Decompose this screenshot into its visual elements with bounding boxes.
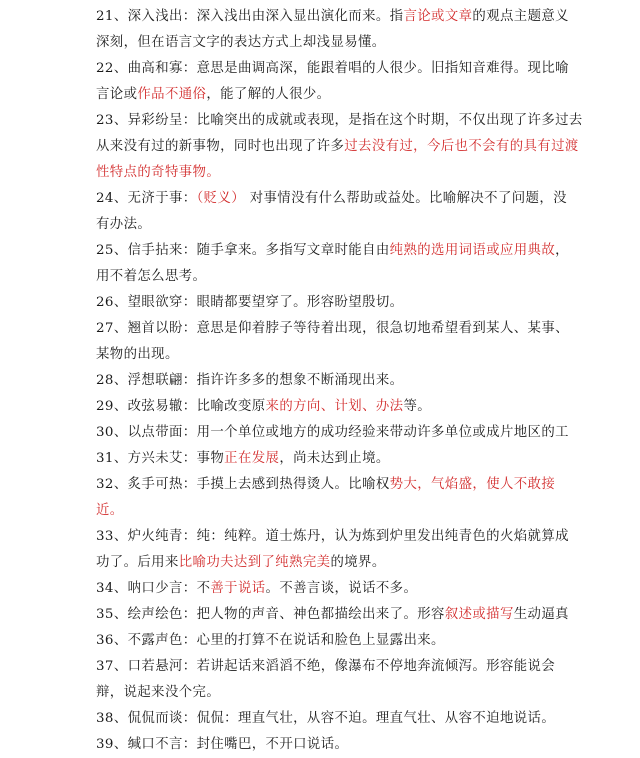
entry-text: 33、炉火纯青：纯：纯粹。道士炼丹，认为炼到炉里发出纯青色的火焰就算成 xyxy=(96,529,569,544)
idiom-entry-continuation xyxy=(96,680,632,706)
idiom-entry-line xyxy=(96,186,632,212)
idiom-entry-continuation xyxy=(96,160,632,186)
entry-text: 22、曲高和寡：意思是曲调高深，能跟着唱的人很少。旧指知音难得。现比喻 xyxy=(96,61,569,76)
entry-text: 38、侃侃而谈：侃侃：理直气壮，从容不迫。理直气壮、从容不迫地说话。 xyxy=(96,711,556,726)
highlighted-text: 作品不通俗 xyxy=(137,87,207,102)
idiom-entry-continuation xyxy=(96,134,632,160)
highlighted-text: 正在发展 xyxy=(224,451,280,466)
idiom-entry-continuation xyxy=(96,498,632,524)
idiom-entry-continuation xyxy=(96,82,632,108)
entry-text: 的境界。 xyxy=(330,555,386,570)
idiom-entry-line xyxy=(96,602,632,628)
highlighted-text: 势大，气焰盛，使人不敢接 xyxy=(389,477,556,492)
idiom-entry-line xyxy=(96,4,632,30)
highlighted-text: 善于说话 xyxy=(210,581,266,596)
entry-text: 27、翘首以盼：意思是仰着脖子等待着出现，很急切地希望看到某人、某事、 xyxy=(96,321,569,336)
entry-text: 26、望眼欲穿：眼睛都要望穿了。形容盼望殷切。 xyxy=(96,295,404,310)
idiom-entry-line xyxy=(96,368,632,394)
entry-text: 功了。后用来 xyxy=(96,555,179,570)
idiom-entry-continuation xyxy=(96,30,632,56)
entry-text: 35、绘声绘色：把人物的声音、神色都描绘出来了。形容 xyxy=(96,607,445,622)
entry-text: 言论或 xyxy=(96,87,138,102)
entry-text: 用不着怎么思考。 xyxy=(96,269,207,284)
idiom-entry-line xyxy=(96,524,632,550)
entry-text: 32、炙手可热：手摸上去感到热得烫人。比喻权 xyxy=(96,477,390,492)
entry-text: 。不善言谈，说话不多。 xyxy=(265,581,418,596)
entry-text: 36、不露声色：心里的打算不在说话和脸色上显露出来。 xyxy=(96,633,445,648)
idiom-entry-line xyxy=(96,732,632,758)
idiom-entry-continuation xyxy=(96,342,632,368)
idiom-entry-line xyxy=(96,238,632,264)
idiom-entry-line xyxy=(96,446,632,472)
entry-text: 等。 xyxy=(403,399,432,414)
entry-text: 21、深入浅出：深入浅出由深入显出演化而来。指 xyxy=(96,9,404,24)
entry-text: 29、改弦易辙：比喻改变原 xyxy=(96,399,266,414)
idiom-entry-line xyxy=(96,56,632,82)
idiom-entry-line xyxy=(96,628,632,654)
highlighted-text: 言论或文章 xyxy=(403,9,473,24)
entry-text: 28、浮想联翩：指许许多多的想象不断涌现出来。 xyxy=(96,373,404,388)
highlighted-text: 性特点的奇特事物。 xyxy=(96,165,221,180)
idiom-entry-line xyxy=(96,316,632,342)
entry-text: 某物的出现。 xyxy=(96,347,179,362)
idiom-entry-line xyxy=(96,394,632,420)
highlighted-text: 比喻功夫达到了纯熟完美 xyxy=(178,555,331,570)
entry-text: 生动逼真 xyxy=(513,607,569,622)
highlighted-text: 过去没有过，今后也不会有的具有过渡 xyxy=(344,139,579,154)
entry-text: 30、以点带面：用一个单位或地方的成功经验来带动许多单位或成片地区的工 xyxy=(96,425,569,440)
entry-text: 24、无济于事： xyxy=(96,191,197,206)
idiom-entry-line xyxy=(96,576,632,602)
idiom-entry-line xyxy=(96,706,632,732)
entry-text: 对事情没有什么帮助或益处。比喻解决不了问题，没 xyxy=(245,191,567,206)
entry-text: 37、口若悬河：若讲起话来滔滔不绝，像瀑布不停地奔流倾泻。形容能说会 xyxy=(96,659,556,674)
entry-text: 辩，说起来没个完。 xyxy=(96,685,221,700)
idiom-entry-line xyxy=(96,472,632,498)
entry-text: ，尚未达到止境。 xyxy=(279,451,390,466)
idiom-entry-continuation xyxy=(96,212,632,238)
highlighted-text: （贬义） xyxy=(196,191,246,206)
idiom-entry-line xyxy=(96,108,632,134)
entry-text: 39、缄口不言：封住嘴巴，不开口说话。 xyxy=(96,737,349,752)
highlighted-text: 纯熟的选用词语或应用典故 xyxy=(389,243,556,258)
entry-text: 25、信手拈来：随手拿来。多指写文章时能自由 xyxy=(96,243,390,258)
idiom-entry-continuation xyxy=(96,264,632,290)
idiom-entry-line xyxy=(96,654,632,680)
highlighted-text: 叙述或描写 xyxy=(444,607,514,622)
idiom-entry-line xyxy=(96,290,632,316)
entry-text: 34、呐口少言：不 xyxy=(96,581,211,596)
highlighted-text: 来的方向、计划、办法 xyxy=(265,399,404,414)
entry-text: ，能了解的人很少。 xyxy=(206,87,331,102)
idiom-entry-continuation xyxy=(96,550,632,576)
entry-text: 深刻，但在语言文字的表达方式上却浅显易懂。 xyxy=(96,35,386,50)
idiom-entry-line xyxy=(96,420,632,446)
entry-text: ， xyxy=(555,243,569,258)
entry-text: 的观点主题意义 xyxy=(472,9,569,24)
highlighted-text: 近。 xyxy=(96,503,124,518)
entry-text: 23、异彩纷呈：比喻突出的成就或表现，是指在这个时期，不仅出现了许多过去 xyxy=(96,113,583,128)
entry-text: 从来没有过的新事物，同时也出现了许多 xyxy=(96,139,345,154)
entry-text: 31、方兴未艾：事物 xyxy=(96,451,225,466)
entry-text: 有办法。 xyxy=(96,217,152,232)
